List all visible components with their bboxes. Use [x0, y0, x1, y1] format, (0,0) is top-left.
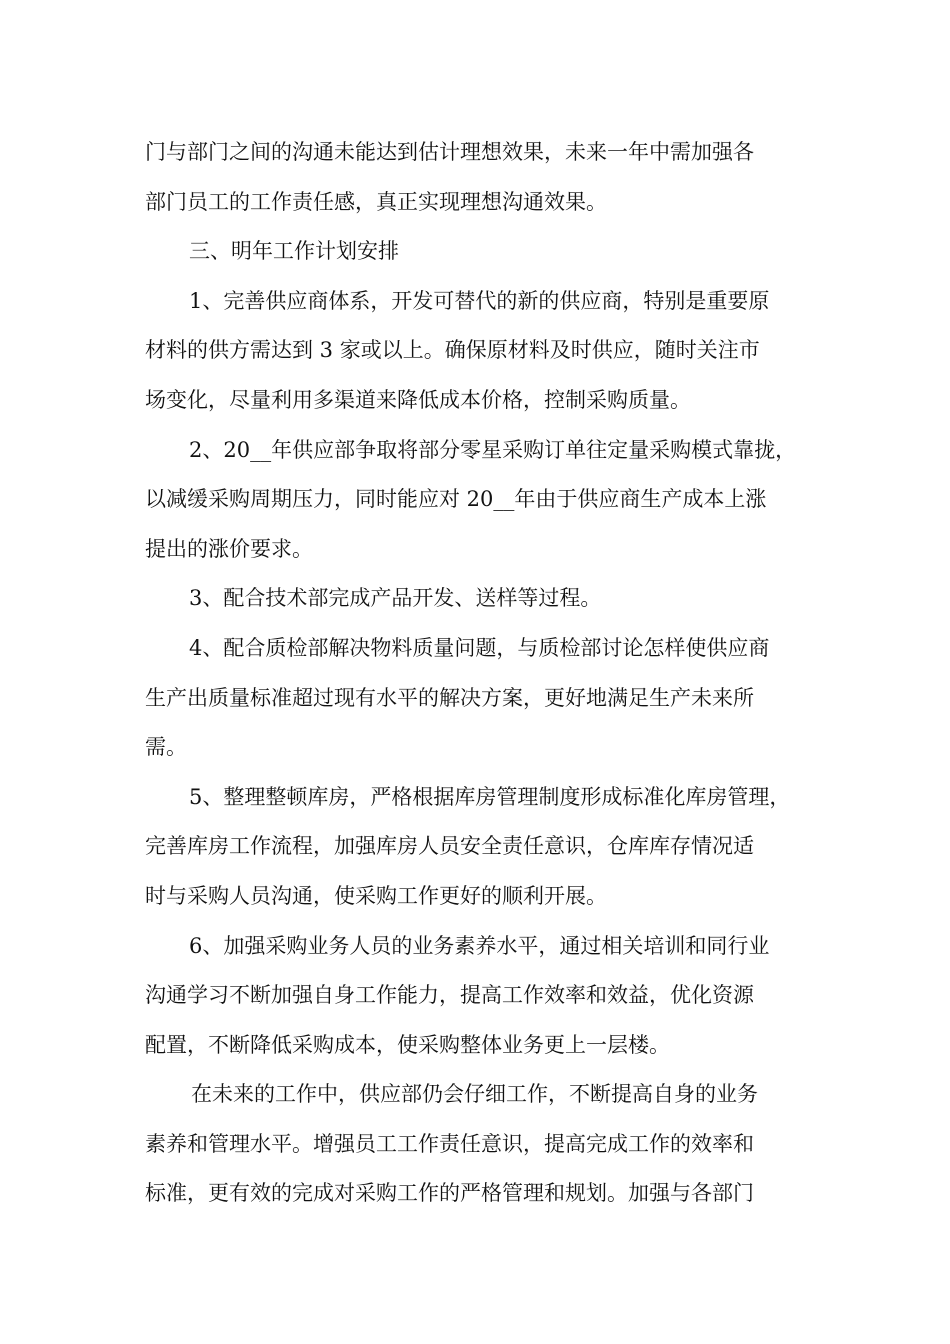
paragraph-line: 部门员工的工作责任感，真正实现理想沟通效果。 [145, 189, 607, 214]
paragraph-line: 3、配合技术部完成产品开发、送样等过程。 [189, 586, 602, 611]
paragraph-line: 配置，不断降低采购成本，使采购整体业务更上一层楼。 [145, 1032, 670, 1057]
paragraph-line: 沟通学习不断加强自身工作能力，提高工作效率和效益，优化资源 [145, 983, 754, 1008]
paragraph-line: 5、整理整顿库房，严格根据库房管理制度形成标准化库房管理， [189, 784, 791, 809]
paragraph-line: 完善库房工作流程，加强库房人员安全责任意识，仓库库存情况适 [145, 834, 754, 859]
paragraph-line: 需。 [145, 735, 187, 760]
paragraph-line: 素养和管理水平。增强员工工作责任意识，提高完成工作的效率和 [145, 1131, 754, 1156]
paragraph-line: 门与部门之间的沟通未能达到估计理想效果，未来一年中需加强各 [145, 140, 754, 164]
paragraph-line: 1、完善供应商体系，开发可替代的新的供应商，特别是重要原 [189, 288, 770, 313]
paragraph-line: 材料的供方需达到 3 家或以上。确保原材料及时供应，随时关注市 [145, 338, 760, 363]
paragraph-line: 生产出质量标准超过现有水平的解决方案，更好地满足生产未来所 [145, 685, 754, 710]
paragraph-line: 4、配合质检部解决物料质量问题，与质检部讨论怎样使供应商 [189, 635, 770, 660]
paragraph-line: 标准，更有效的完成对采购工作的严格管理和规划。加强与各部门 [145, 1181, 754, 1206]
paragraph-line: 在未来的工作中，供应部仍会仔细工作，不断提高自身的业务 [191, 1082, 758, 1107]
paragraph-line: 2、20__年供应部争取将部分零星采购订单往定量采购模式靠拢， [189, 437, 797, 462]
paragraph-line: 时与采购人员沟通，使采购工作更好的顺利开展。 [145, 883, 607, 908]
document-body [145, 128, 825, 1219]
paragraph-line: 场变化，尽量利用多渠道来降低成本价格，控制采购质量。 [145, 387, 691, 412]
paragraph-line: 6、加强采购业务人员的业务素养水平，通过相关培训和同行业 [189, 933, 770, 958]
section-heading: 三、明年工作计划安排 [189, 239, 399, 264]
paragraph-line: 提出的涨价要求。 [145, 536, 313, 561]
paragraph-line: 以减缓采购周期压力，同时能应对 20__年由于供应商生产成本上涨 [145, 487, 767, 512]
